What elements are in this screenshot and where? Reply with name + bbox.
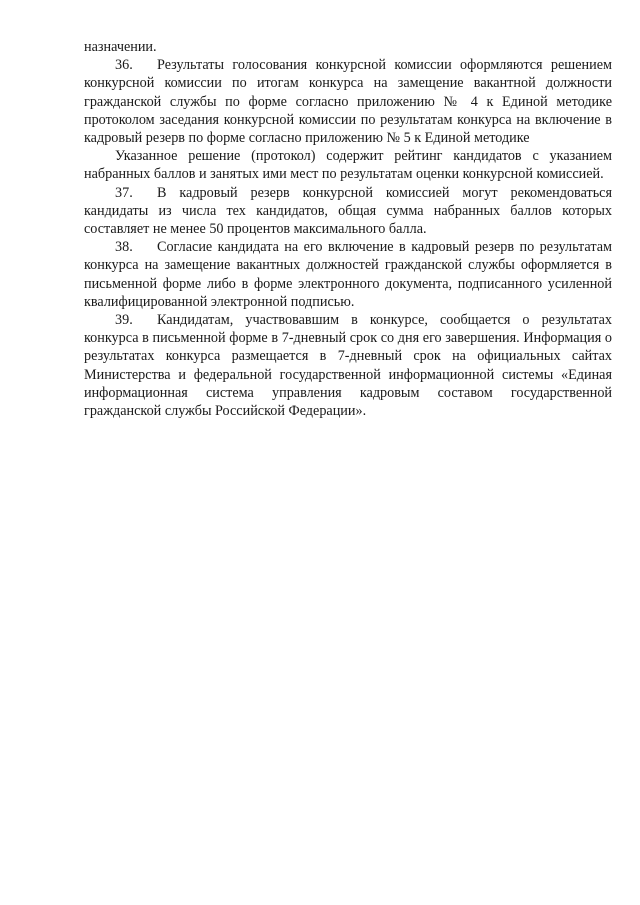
paragraph-text: В кадровый резерв конкурсной комиссией могут рекомендоваться кандидаты из числа тех кандидатов, общая сумма набранных баллов которых составляет не менее 50 процентов максимального балла. <box>84 184 612 238</box>
paragraph-number: 37. <box>115 184 133 201</box>
paragraph-text: Согласие кандидата на его включение в кадровый резерв по результатам конкурса на замещение вакантных должностей гражданской службы оформляется в письменной форме либо в форме электронного документа, подписанного усиленной квалифицированной электронной подписью. <box>84 239 612 310</box>
fragment-start-text: назначении. <box>84 39 157 55</box>
paragraph-36 <box>84 56 612 147</box>
paragraph-38 <box>84 238 612 311</box>
paragraph-number: 36. <box>115 57 133 74</box>
paragraph-text: Кандидатам, участвовавшим в конкурсе, сообщается о результатах конкурса в письменной форме в 7-дневный срок со дня его завершения. Информация о результатах конкурса размещается в 7-дневный срок на официальных сайтах Министерства и федеральной государственной информационной системы «Единая информационная система управления кадровым составом государственной гражданской службы Российской Федерации». <box>84 312 612 420</box>
paragraph-number: 38. <box>115 239 133 256</box>
fragment-start <box>84 38 612 56</box>
paragraph-decision-note <box>84 147 612 183</box>
paragraph-text: Результаты голосования конкурсной комиссии оформляются решением конкурсной комиссии по итогам конкурса на замещение вакантной должности гражданской службы по форме согласно приложению № 4 к Единой методике протоколом заседания конкурсной комиссии по результатам конкурса на включение в кадровый резерв по форме согласно приложению № 5 к Единой методике <box>84 57 612 147</box>
paragraph-number: 39. <box>115 312 133 329</box>
document-text <box>84 38 612 420</box>
paragraph-37 <box>84 184 612 239</box>
paragraph-text: Указанное решение (протокол) содержит рейтинг кандидатов с указанием набранных баллов и занятых ими мест по результатам оценки конкурсной комиссией. <box>84 148 612 183</box>
paragraph-39 <box>84 311 612 420</box>
